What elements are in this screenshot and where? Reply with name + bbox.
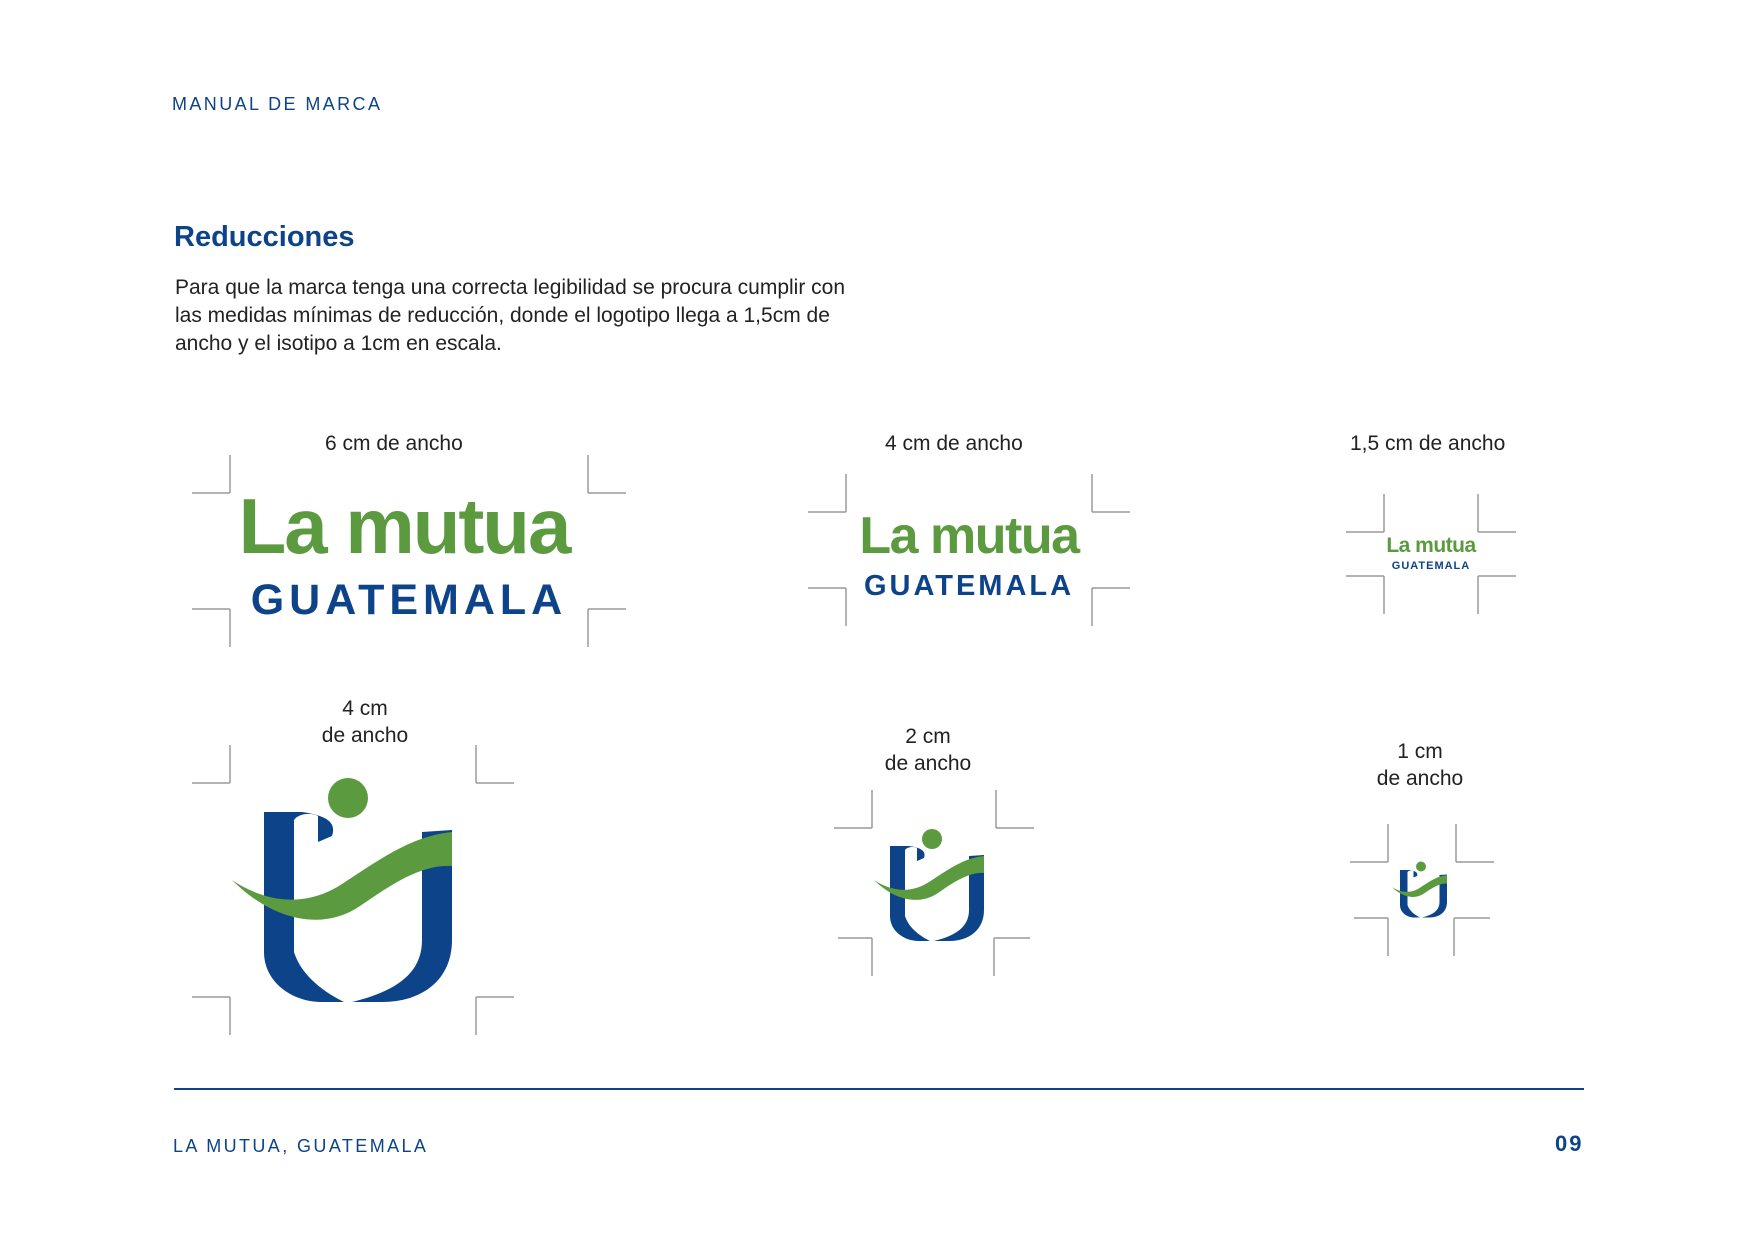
section-title: Reducciones [174, 221, 355, 253]
isotype-1cm [1350, 824, 1494, 956]
logotype-4cm [808, 474, 1130, 626]
intro-paragraph: Para que la marca tenga una correcta legibilidad se procura cumplir con las medidas mínimas de reducción, donde el logotipo llega a 1,5cm de ancho y el isotipo a 1cm en escala. [175, 276, 846, 355]
caption-line1: 2 cm [905, 725, 951, 748]
isotype-caption-1cm [1360, 738, 1480, 792]
logotype-wordmark: La mutua [859, 507, 1079, 565]
isotype-graphic [834, 790, 1034, 976]
logotype-caption-6cm: 6 cm de ancho [325, 432, 463, 455]
logotype-wordmark: La mutua [238, 482, 570, 570]
logotype-caption-1-5cm: 1,5 cm de ancho [1350, 432, 1506, 455]
isotype-caption-4cm [305, 695, 425, 749]
caption-line2: de ancho [1376, 767, 1464, 790]
isotype-graphic [192, 745, 514, 1035]
logotype-6cm [192, 455, 626, 647]
logotype-wordmark: La mutua [1386, 534, 1476, 557]
page-number: 09 [1555, 1131, 1584, 1156]
logotype-submark: GUATEMALA [863, 570, 1075, 602]
caption-line2: de ancho [321, 724, 409, 747]
isotype-4cm [192, 745, 514, 1035]
caption-line1: 1 cm [1397, 740, 1443, 763]
footer-brand-label: LA MUTUA, GUATEMALA [173, 1136, 429, 1156]
header-label: MANUAL DE MARCA [172, 94, 383, 114]
logotype-submark: GUATEMALA [250, 576, 568, 624]
footer-divider [174, 1088, 1584, 1090]
caption-line1: 4 cm [342, 697, 388, 720]
isotype-2cm [834, 790, 1034, 976]
logotype-caption-4cm: 4 cm de ancho [885, 432, 1023, 455]
isotype-graphic [1350, 824, 1494, 956]
isotype-caption-2cm [868, 723, 988, 777]
logotype-submark: GUATEMALA [1391, 560, 1471, 572]
logotype-1-5cm [1346, 494, 1516, 614]
caption-line2: de ancho [884, 752, 972, 775]
